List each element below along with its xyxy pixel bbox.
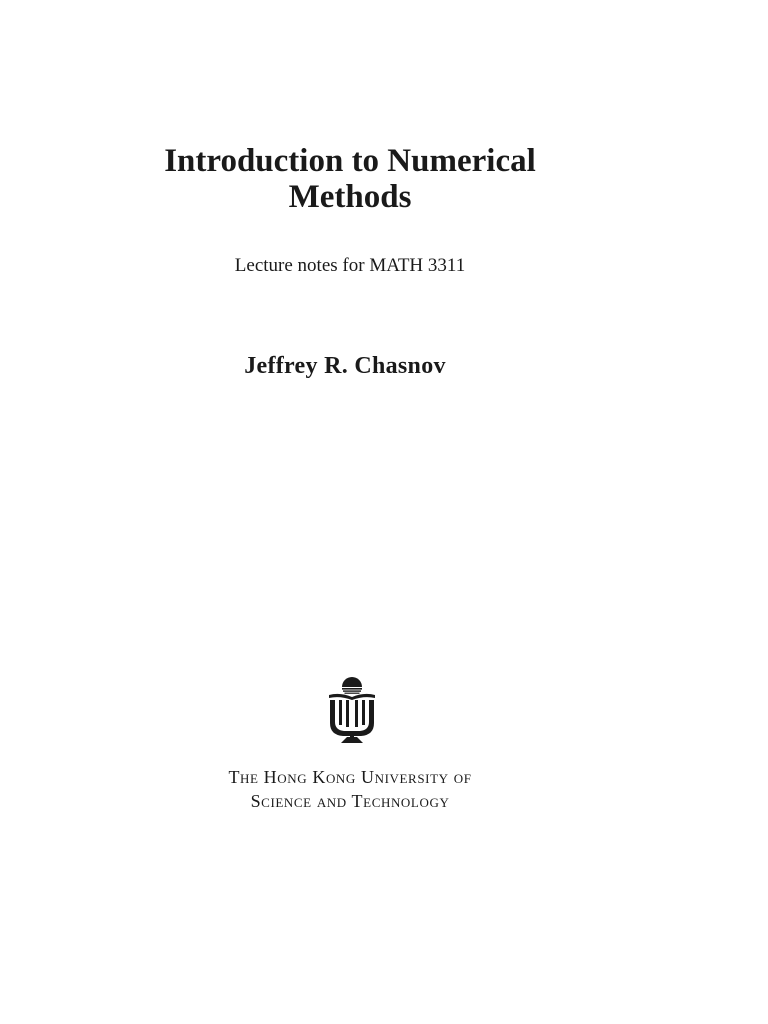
document-subtitle: Lecture notes for MATH 3311 xyxy=(234,255,466,276)
author-name: Jeffrey R. Chasnov xyxy=(244,353,446,379)
institution-name xyxy=(0,765,700,813)
title-line-1: Introduction to Numerical xyxy=(164,143,536,179)
institution-line-1: The Hong Kong University of xyxy=(228,767,472,787)
title-line-2: Methods xyxy=(288,179,412,215)
hkust-emblem-icon xyxy=(326,672,378,744)
document-title xyxy=(0,143,700,215)
institution-line-2: Science and Technology xyxy=(250,791,450,811)
